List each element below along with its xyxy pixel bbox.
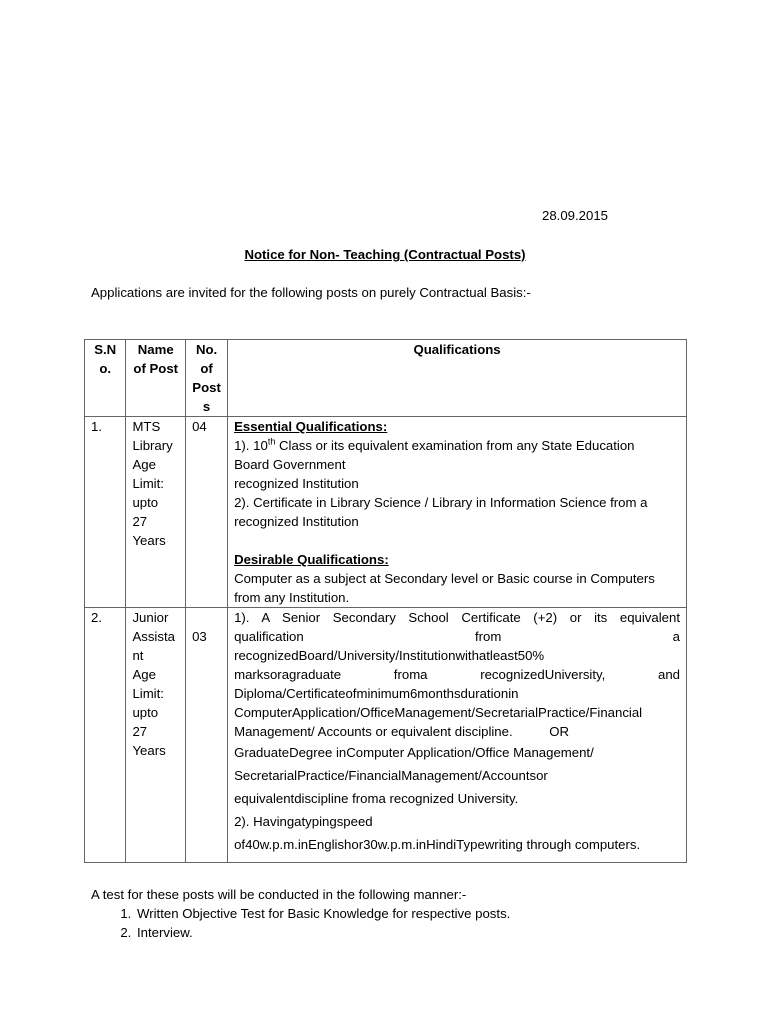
header-sno: S.N o. bbox=[85, 340, 126, 417]
post-name-line: Years bbox=[132, 743, 166, 758]
header-qualifications: Qualifications bbox=[228, 340, 687, 417]
post-name-line: Limit: bbox=[132, 686, 164, 701]
table-header-row bbox=[85, 340, 687, 417]
posts-table bbox=[84, 339, 687, 863]
row-sno: 2. bbox=[85, 608, 126, 863]
list-item: 1. Written Objective Test for Basic Knowledge for respective posts. bbox=[135, 904, 510, 923]
qualification-line: recognizedBoard/University/Institutionwithatleast50% bbox=[234, 648, 545, 663]
list-item: 2. Interview. bbox=[135, 923, 510, 942]
row-qualifications bbox=[228, 417, 687, 608]
qualification-line: 2). Havingatypingspeed bbox=[234, 814, 373, 829]
qualification-line: Computer as a subject at Secondary level or Basic course in Computers bbox=[234, 571, 655, 586]
qualification-line: SecretarialPractice/FinancialManagement/Accountsor bbox=[234, 768, 548, 783]
table-row bbox=[85, 608, 687, 863]
row-post-count: 03 bbox=[186, 608, 228, 863]
qualification-line: of40w.p.m.inEnglishor30w.p.m.inHindiTypewriting through computers. bbox=[234, 837, 641, 852]
qualification-line: Management/ Accounts or equivalent discipline. OR bbox=[234, 724, 570, 739]
post-name-line: 27 bbox=[132, 514, 148, 529]
qualification-line: ComputerApplication/OfficeManagement/SecretarialPractice/Financial bbox=[234, 705, 643, 720]
notice-date: 28.09.2015 bbox=[541, 208, 608, 223]
notice-title: Notice for Non- Teaching (Contractual Posts) bbox=[244, 247, 526, 262]
post-name-line: upto bbox=[132, 705, 159, 720]
qualification-line: qualification from a bbox=[234, 629, 680, 644]
post-name-line: Junior bbox=[132, 610, 169, 625]
post-name-line: Library bbox=[132, 438, 173, 453]
qualification-line: recognized Institution bbox=[234, 476, 359, 491]
test-steps-list bbox=[91, 904, 510, 942]
qualification-line: GraduateDegree inComputer Application/Office Management/ bbox=[234, 745, 594, 760]
header-name-of-post: Name of Post bbox=[126, 340, 186, 417]
row-sno: 1. bbox=[85, 417, 126, 608]
desirable-qualifications-heading: Desirable Qualifications: bbox=[234, 552, 389, 567]
table-row bbox=[85, 417, 687, 608]
intro-text: Applications are invited for the following posts on purely Contractual Basis:- bbox=[91, 285, 531, 300]
qualification-line: 1). 10th Class or its equivalent examination from any State Education bbox=[234, 436, 635, 453]
post-name-line: MTS bbox=[132, 419, 161, 434]
essential-qualifications-heading: Essential Qualifications: bbox=[234, 419, 388, 434]
qualification-line: 2). Certificate in Library Science / Library in Information Science from a bbox=[234, 495, 648, 510]
post-name-line: nt bbox=[132, 648, 144, 663]
post-name-line: Limit: bbox=[132, 476, 164, 491]
row-qualifications bbox=[228, 608, 687, 863]
header-no-of-posts: No. of Post s bbox=[186, 340, 228, 417]
post-name-line: Age bbox=[132, 457, 156, 472]
post-name-line: Age bbox=[132, 667, 156, 682]
row-post-count: 04 bbox=[186, 417, 228, 608]
post-name-line: 27 bbox=[132, 724, 148, 739]
row-post-name bbox=[126, 608, 186, 863]
qualification-line: marksoragraduate froma recognizedUniversity, and bbox=[234, 667, 680, 682]
qualification-line: recognized Institution bbox=[234, 514, 359, 529]
qualification-line: from any Institution. bbox=[234, 590, 350, 605]
post-name-line: upto bbox=[132, 495, 159, 510]
post-name-line: Assista bbox=[132, 629, 175, 644]
test-intro-text: A test for these posts will be conducted in the following manner:- bbox=[91, 887, 467, 902]
row-post-name bbox=[126, 417, 186, 608]
qualification-line: Board Government bbox=[234, 457, 346, 472]
qualification-line: 1). A Senior Secondary School Certificate (+2) or its equivalent bbox=[234, 610, 680, 625]
qualification-line: Diploma/Certificateofminimum6monthsdurationin bbox=[234, 686, 519, 701]
qualification-line: equivalentdiscipline froma recognized University. bbox=[234, 791, 519, 806]
post-name-line: Years bbox=[132, 533, 166, 548]
